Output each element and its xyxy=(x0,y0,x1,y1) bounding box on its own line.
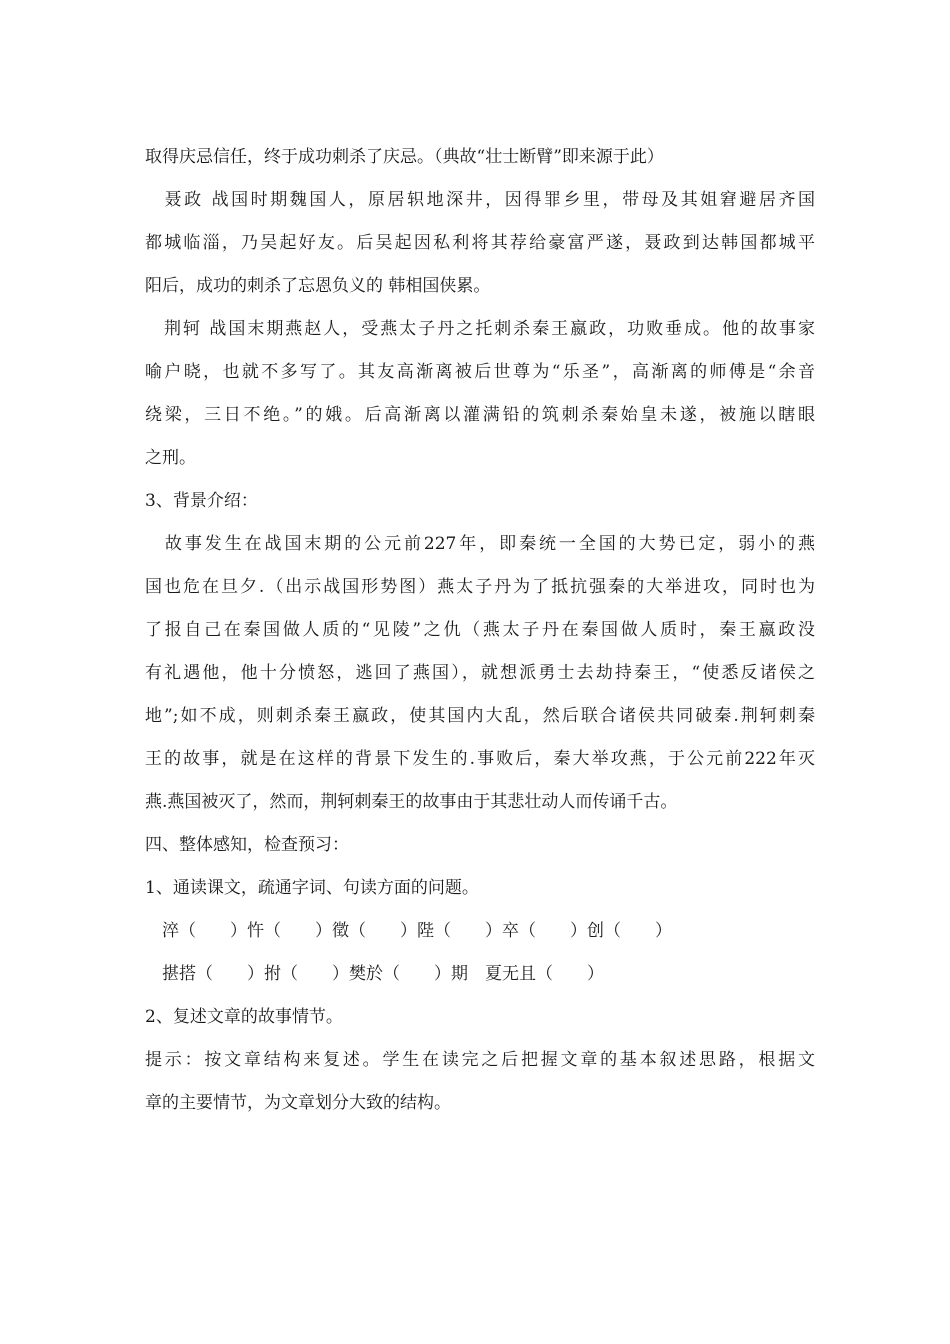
text-line-10: 故事发生在战国末期的公元前227年，即秦统一全国的大势已定，弱小的燕 xyxy=(145,534,815,554)
text-line-7: 绕梁，三日不绝。”的娥。后高渐离以灌满铅的筑刺杀秦始皇未遂，被施以瞎眼 xyxy=(145,405,815,425)
text-line-13: 有礼遇他，他十分愤怒，逃回了燕国），就想派勇士去劫持秦王，“使悉反诸侯之 xyxy=(145,663,815,683)
text-line-22: 提示：按文章结构来复述。学生在读完之后把握文章的基本叙述思路，根据文 xyxy=(145,1050,815,1070)
text-line-23: 章的主要情节，为文章划分大致的结构。 xyxy=(145,1093,451,1113)
text-line-5: 荆轲 战国末期燕赵人，受燕太子丹之托刺杀秦王嬴政，功败垂成。他的故事家 xyxy=(145,319,815,339)
text-line-14: 地”;如不成，则刺杀秦王嬴政，使其国内大乱，然后联合诸侯共同破秦.荆轲刺秦 xyxy=(145,706,815,726)
vocab-line-1: 淬（ ）忤（ ）徵（ ）陛（ ）卒（ ）创（ ） xyxy=(145,921,672,941)
text-line-11: 国也危在旦夕.（出示战国形势图）燕太子丹为了抵抗强秦的大举进攻，同时也为 xyxy=(145,577,815,597)
section-heading-background: 3、背景介绍： xyxy=(145,491,258,511)
text-line-15: 王的故事，就是在这样的背景下发生的.事败后，秦大举攻燕，于公元前222年灭 xyxy=(145,749,815,769)
text-line-3: 都城临淄，乃吴起好友。后吴起因私利将其荐给豪富严遂，聂政到达韩国都城平 xyxy=(145,233,815,253)
text-line-4: 阳后，成功的刺杀了忘恩负义的 韩相国侠累。 xyxy=(145,276,491,296)
vocab-line-2: 揕搭（ ）拊（ ）樊於（ ）期 夏无且（ ） xyxy=(145,964,604,984)
text-line-8: 之刑。 xyxy=(145,448,196,468)
text-line-16: 燕.燕国被灭了，然而，荆轲刺秦王的故事由于其悲壮动人而传诵千古。 xyxy=(145,792,678,812)
text-line-2: 聂政 战国时期魏国人，原居轵地深井，因得罪乡里，带母及其姐窘避居齐国 xyxy=(145,190,815,210)
subheading-retell: 2、复述文章的故事情节。 xyxy=(145,1007,343,1027)
text-line-6: 喻户晓，也就不多写了。其友高渐离被后世尊为“乐圣”，高渐离的师傅是“余音 xyxy=(145,362,815,382)
text-line-12: 了报自己在秦国做人质的“见陵”之仇（燕太子丹在秦国做人质时，秦王嬴政没 xyxy=(145,620,815,640)
section-heading-overview: 四、整体感知，检查预习： xyxy=(145,835,349,855)
subheading-read-text: 1、通读课文，疏通字词、句读方面的问题。 xyxy=(145,878,479,898)
text-line-1: 取得庆忌信任，终于成功刺杀了庆忌。（典故“壮士断臂”即来源于此） xyxy=(145,147,664,167)
